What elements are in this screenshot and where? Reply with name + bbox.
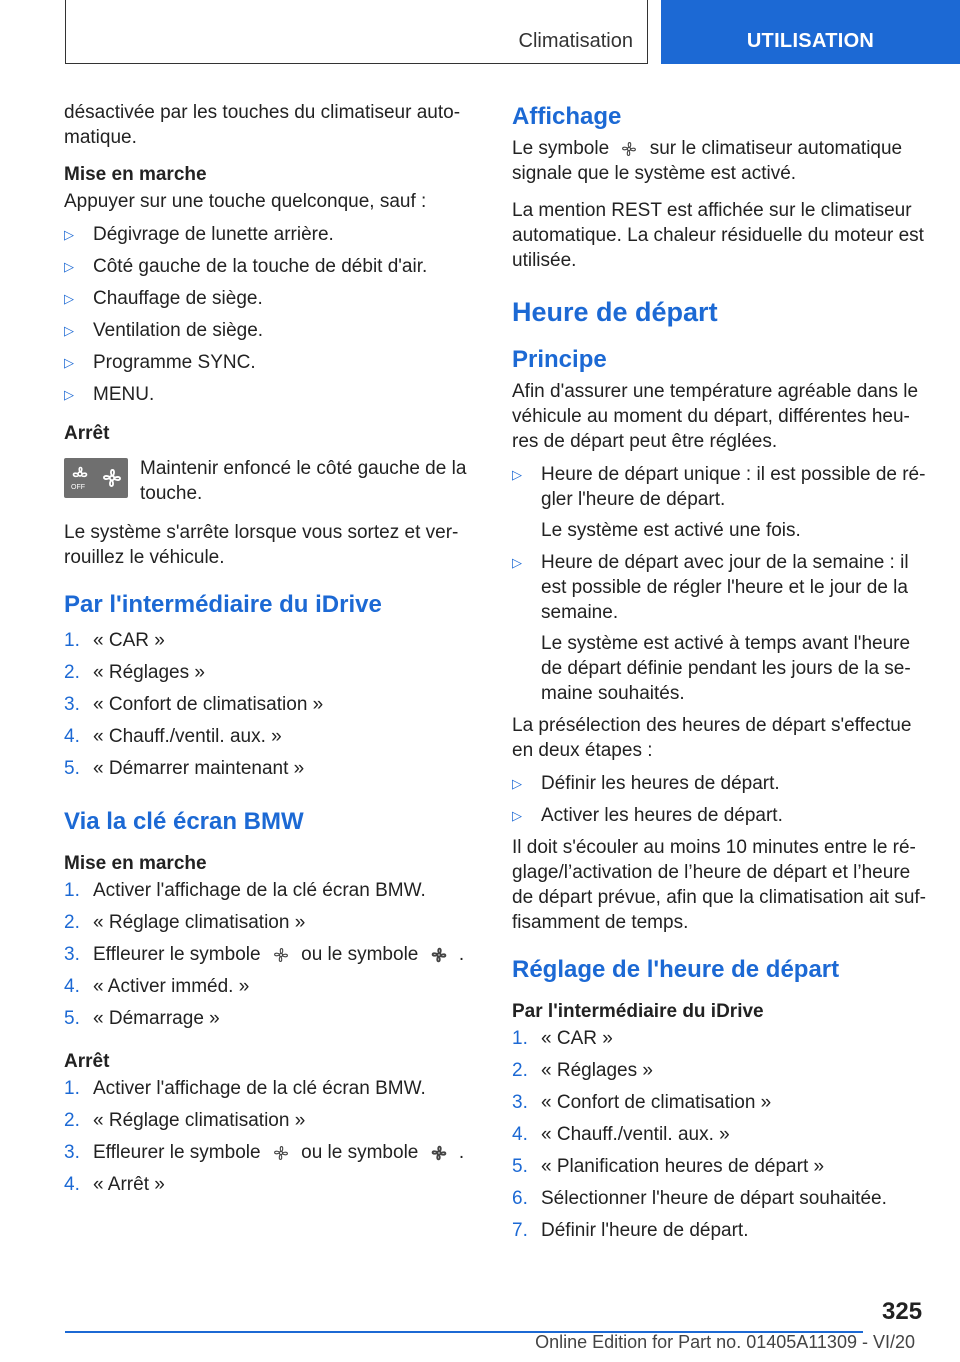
triangle-bullet-icon: ▷ <box>512 555 522 570</box>
start-text: Appuyer sur une touche quelconque, sauf : <box>64 191 427 212</box>
fan-icon <box>266 1143 296 1163</box>
delay-text: Il doit s'écouler au moins 10 minutes entre le ré-glage/l’activation de l’heure de départ et l’heure de départ prévue, afin que la climatisation ait suf-fisamment de temps. <box>512 837 927 933</box>
svg-text:OFF: OFF <box>71 484 85 491</box>
list-item: 1. Activer l'affichage de la clé écran BMW. <box>64 1078 426 1099</box>
triangle-bullet-icon: ▷ <box>64 323 74 338</box>
list-item: ▷ Dégivrage de lunette arrière. <box>64 224 334 245</box>
list-item: 7. Définir l'heure de départ. <box>512 1220 749 1241</box>
display-paragraph-2: La mention REST est affichée sur le climatiseur automatique. La chaleur résiduelle du moteur est utilisée. <box>512 200 924 271</box>
fan-icon <box>614 139 644 159</box>
list-item: 5. « Démarrer maintenant » <box>64 758 305 779</box>
setting-heading: Réglage de l'heure de départ <box>512 956 840 983</box>
start-exceptions-list <box>64 222 469 407</box>
stop-button-row <box>64 456 469 506</box>
list-item: 1. « CAR » <box>64 630 165 651</box>
fan-icon <box>99 465 125 491</box>
preselect-list <box>512 771 927 828</box>
list-item: 2. « Réglage climatisation » <box>64 1110 306 1131</box>
triangle-bullet-icon: ▷ <box>512 776 522 791</box>
key-heading: Via la clé écran BMW <box>64 808 304 835</box>
list-item: 4. « Arrêt » <box>64 1174 165 1195</box>
list-item: ▷ Définir les heures de départ. <box>512 773 780 794</box>
triangle-bullet-icon: ▷ <box>64 291 74 306</box>
fan-off-icon <box>67 465 93 491</box>
list-item: 3. « Confort de climatisation » <box>64 694 324 715</box>
list-item: ▷ Heure de départ avec jour de la semaine : il est possible de régler l'heure et le jour de la semaine. Le système est activé à temps avant l'heure de départ définie pendant les jours de la se-maine souhaités. <box>512 552 911 704</box>
header-section-title: Climatisation <box>518 30 633 52</box>
display-paragraph-1: Le symbole sur le climatiseur automatique signale que le système est activé. <box>512 138 903 184</box>
list-item: 6. Sélectionner l'heure de départ souhaitée. <box>512 1188 887 1209</box>
list-item: 2. « Réglage climatisation » <box>64 912 306 933</box>
fan-active-icon <box>424 945 454 965</box>
setting-subheading: Par l'intermédiaire du iDrive <box>512 1001 764 1022</box>
fan-active-icon <box>424 1143 454 1163</box>
stop-heading: Arrêt <box>64 423 110 444</box>
display-heading: Affichage <box>512 103 622 130</box>
stop-button-text: Maintenir enfoncé le côté gauche de la touche. <box>140 458 467 504</box>
triangle-bullet-icon: ▷ <box>64 227 74 242</box>
header-chapter-tab <box>661 0 960 64</box>
idrive-heading: Par l'intermédiaire du iDrive <box>64 591 382 618</box>
fan-off-button-icon <box>64 458 128 498</box>
header-frame <box>65 0 648 64</box>
list-item: ▷ MENU. <box>64 384 155 405</box>
list-item: 5. « Planification heures de départ » <box>512 1156 825 1177</box>
list-item: 3. Effleurer le symbole ou le symbole . <box>64 944 465 965</box>
list-item: 1. « CAR » <box>512 1028 613 1049</box>
list-item: 3. Effleurer le symbole ou le symbole . <box>64 1142 465 1163</box>
list-item: 1. Activer l'affichage de la clé écran BMW. <box>64 880 426 901</box>
list-item: ▷ Chauffage de siège. <box>64 288 263 309</box>
list-item: 4. « Chauff./ventil. aux. » <box>512 1124 730 1145</box>
page-number: 325 <box>882 1298 923 1325</box>
triangle-bullet-icon: ▷ <box>64 355 74 370</box>
key-stop-steps-list <box>64 1076 469 1197</box>
fan-icon <box>266 945 296 965</box>
setting-steps-list <box>512 1026 927 1243</box>
depart-heading: Heure de départ <box>512 297 718 327</box>
intro-paragraph: désactivée par les touches du climatiseur auto-matique. <box>64 102 461 148</box>
triangle-bullet-icon: ▷ <box>512 467 522 482</box>
header-chapter-title: UTILISATION <box>746 30 875 52</box>
list-item: 5. « Démarrage » <box>64 1008 220 1029</box>
list-item: 4. « Chauff./ventil. aux. » <box>64 726 282 747</box>
principe-list <box>512 462 927 706</box>
start-heading: Mise en marche <box>64 164 207 185</box>
list-item: ▷ Heure de départ unique : il est possible de ré-gler l'heure de départ. Le système est activé une fois. <box>512 464 926 541</box>
list-item: 4. « Activer imméd. » <box>64 976 250 997</box>
list-item: ▷ Ventilation de siège. <box>64 320 264 341</box>
preselect-text: La présélection des heures de départ s'effectue en deux étapes : <box>512 715 912 761</box>
principe-text: Afin d'assurer une température agréable dans le véhicule au moment du départ, différentes heu-res de départ peut être réglées. <box>512 381 919 452</box>
stop-note: Le système s'arrête lorsque vous sortez et ver-rouillez le véhicule. <box>64 522 459 568</box>
footer-edition: Online Edition for Part no. 01405A11309 - VI/20 <box>535 1332 915 1352</box>
left-column <box>64 100 469 1204</box>
principe-heading: Principe <box>512 346 607 373</box>
right-column <box>512 100 927 1250</box>
list-item: 2. « Réglages » <box>64 662 205 683</box>
triangle-bullet-icon: ▷ <box>64 259 74 274</box>
list-item: ▷ Programme SYNC. <box>64 352 256 373</box>
list-item: 3. « Confort de climatisation » <box>512 1092 772 1113</box>
list-item: 2. « Réglages » <box>512 1060 653 1081</box>
key-stop-heading: Arrêt <box>64 1051 110 1072</box>
key-start-heading: Mise en marche <box>64 853 207 874</box>
list-item: ▷ Côté gauche de la touche de débit d'air. <box>64 256 428 277</box>
list-item: ▷ Activer les heures de départ. <box>512 805 783 826</box>
triangle-bullet-icon: ▷ <box>512 808 522 823</box>
idrive-steps-list <box>64 628 469 781</box>
key-start-steps-list <box>64 878 469 1031</box>
triangle-bullet-icon: ▷ <box>64 387 74 402</box>
